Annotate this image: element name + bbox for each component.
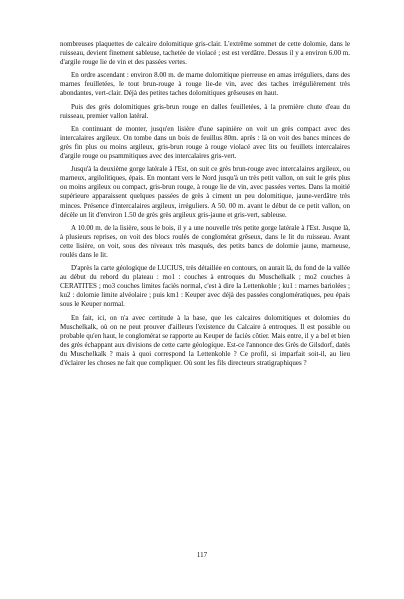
paragraph: En ordre ascendant : environ 8.00 m. de marne dolomitique pierreuse en amas irréguliers, dans des marnes feuilletées, le tout brun-rouge à rouge lie-de vin, avec des taches irrégulièrement très abondantes, vert-clair. Déjà des petites taches dolomitiques grêseuses en haut. — [60, 71, 350, 98]
paragraph: nombreuses plaquettes de calcaire dolomitique gris-clair. L'extrême sommet de cette dolomie, dans le ruisseau, devient finement sableuse, tachetée de violacé ; est est verdâtre. Dessus il y a environ 6.00 m. d'argile rouge lie de vin et des passées vertes. — [60, 40, 350, 67]
paragraph: D'après la carte géologique de LUCIUS, très détaillée en contours, on aurait là, du fond de la vallée au début du rebord du plateau : mo1 : couches à entroques du Muschelkalk ; mo2 couches à CERATITES ; mo3 couches limites faciès normal, c'est à dire la Lettenkohle ; ku1 : marnes bariolées ; ku2 : dolomie limite alvéolaire ; puis km1 : Keuper avec déjà des passées conglomératiques, peu épais sous le Keuper normal. — [60, 264, 350, 309]
body-text — [60, 40, 350, 372]
paragraph: Jusqu'à la deuxième gorge latérale à l'Est, on suit ce grès brun-rouge avec intercalaires argileux, ou marneux, argilolitiques, épais. En montant vers le Nord jusqu'à un très petit vallon, on suit le grès plus ou moins argileux ou compact, gris-brun rouge, à rouge lie de vin, avec passées vertes. Dans la moitié supérieure apparaissent quelques passées de grès à ciment un peu dolomitique, jaune-verdâtre très minces. Présence d'intercalaires argileux, irréguliers. A 50. 00 m. avant le début de ce petit vallon, on décèle un lit d'environ 1.50 de grès grès argileux gris-jaune et gris-vert, sableuse. — [60, 165, 350, 219]
page-number: 117 — [196, 551, 208, 559]
paragraph: En fait, ici, on n'a avec certitude à la base, que les calcaires dolomitiques et dolomies du Muschelkalk, où on ne peut prouver d'ailleurs l'existence du Calcaire à entroques. Il est possible ou probable qu'en haut, le conglomérat se rapporte au Keuper de faciès côtier. Mais entre, il y a bel et bien des grès échappant aux divisions de cette carte géologique. Est-ce l'annonce des Grès de Gilsdorf, datés du Muschelkalk ? mais à quoi correspond la Lettenkohle ? Ce profil, si imparfait soit-il, au lieu d'éclairer les choses ne fait que compliquer. Où sont les fils directeurs stratigraphiques ? — [60, 313, 350, 367]
paragraph: Puis des grès dolomitiques gris-brun rouge en dalles feuilletées, à la première chute d'eau du ruisseau, premier vallon latéral. — [60, 102, 350, 120]
paragraph: En continuant de monter, jusqu'en lisière d'une sapinière on voit un grès compact avec des intercalaires argileux. On tombe dans un bois de feuillus 80m. après : là on voit des bancs minces de grès fin plus ou moins argileux, gris-brun rouge à rouge violacé avec lits ou feuillets intercalaires d'argile rouge ou psammitiques avec des intercalaires gris-vert. — [60, 124, 350, 161]
paragraph: A 10.00 m. de la lisière, sous le bois, il y a une nouvelle très petite gorge latérale à l'Est. Jusque là, à plusieurs reprises, on voit des blocs roulés de conglomérat grêseux, dans le lit du ruisseau. Avant cette lisière, on voit, sous des niveaux très masqués, des petits bancs de dolomie jaune, marneuse, roulés dans le lit. — [60, 223, 350, 259]
